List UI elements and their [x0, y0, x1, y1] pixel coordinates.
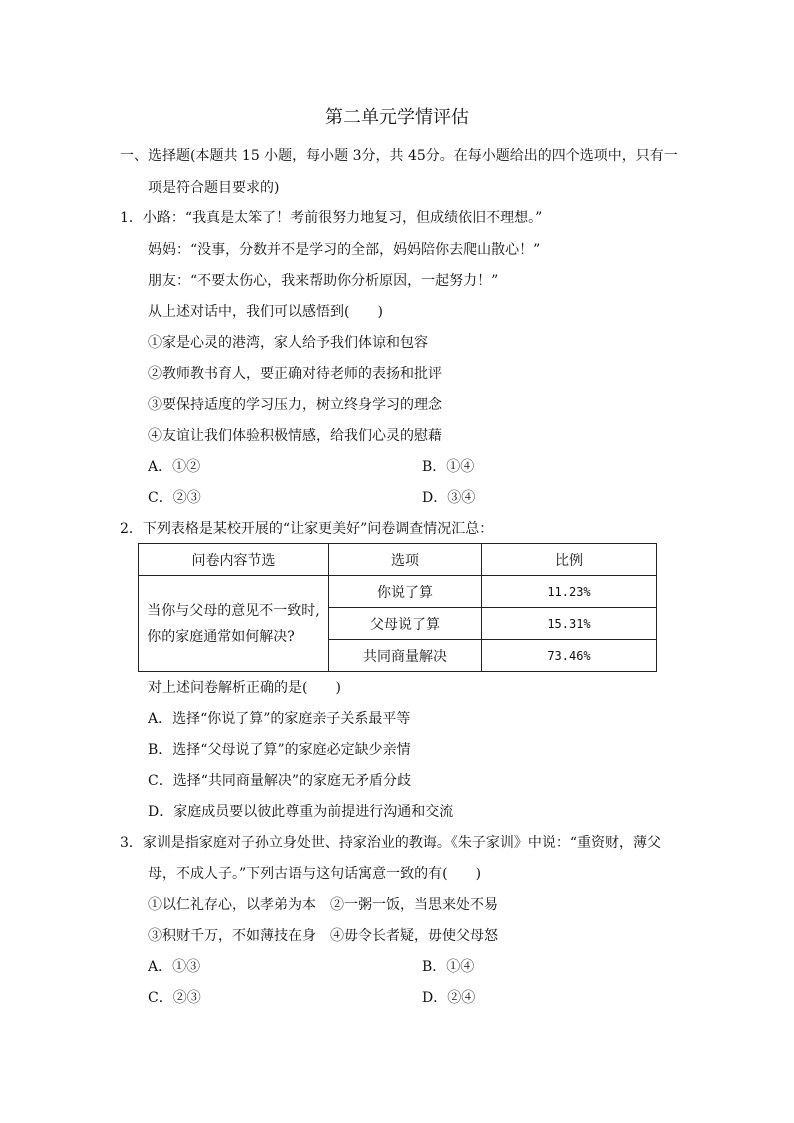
- q1-stem: 1．小路：“我真是太笨了！考前很努力地复习，但成绩依旧不理想。”: [120, 210, 543, 226]
- q3-stem-line1: 3．家训是指家庭对子孙立身处世、持家治业的教诲。《朱子家训》中说：“重资财，薄父: [120, 835, 662, 851]
- q1-option-b: B．①④: [422, 459, 475, 475]
- table-option-cell: 父母说了算: [329, 608, 482, 640]
- q1-friend-line: 朋友：“不要太伤心，我来帮助你分析原因，一起努力！”: [148, 273, 499, 289]
- table-header-cell: 问卷内容节选: [139, 544, 329, 576]
- section-heading-line1: 一、选择题(本题共 15 小题，每小题 3分，共 45分。在每小题给出的四个选项中，只有一: [120, 148, 678, 164]
- q2-option-c: C．选择“共同商量解决”的家庭无矛盾分歧: [148, 773, 412, 789]
- table-row: [139, 576, 657, 608]
- table-ratio-cell: 15.31%: [482, 608, 657, 640]
- table-ratio-cell: 11.23%: [482, 576, 657, 608]
- q2-option-a: A．选择“你说了算”的家庭亲子关系最平等: [148, 711, 411, 727]
- q3-option-d: D．②④: [422, 990, 476, 1006]
- section-heading-line2: 项是符合题目要求的): [148, 180, 280, 196]
- table-header-row: [139, 544, 657, 576]
- q1-item-4: ④友谊让我们体验积极情感，给我们心灵的慰藉: [148, 428, 442, 444]
- table-option-cell: 你说了算: [329, 576, 482, 608]
- q1-item-1: ①家是心灵的港湾，家人给予我们体谅和包容: [148, 335, 428, 351]
- q1-item-2: ②教师教书育人，要正确对待老师的表扬和批评: [148, 366, 442, 382]
- q3-option-c: C．②③: [148, 990, 201, 1006]
- q2-option-d: D．家庭成员要以彼此尊重为前提进行沟通和交流: [148, 804, 454, 820]
- q1-item-3: ③要保持适度的学习压力，树立终身学习的理念: [148, 397, 442, 413]
- page-title: 第二单元学情评估: [325, 107, 469, 128]
- table-question-line1: 当你与父母的意见不一致时,: [147, 602, 320, 619]
- q2-option-b: B．选择“父母说了算”的家庭必定缺少亲情: [148, 742, 411, 758]
- table-question-line2: 你的家庭通常如何解决?: [147, 628, 295, 645]
- q3-stem-line2: 母，不成人子。”下列古语与这句话寓意一致的有( ): [148, 866, 482, 882]
- survey-table: [138, 543, 657, 672]
- q1-prompt: 从上述对话中，我们可以感悟到( ): [148, 304, 383, 320]
- table-header-cell: 比例: [482, 544, 657, 576]
- table-question-cell: [139, 576, 329, 672]
- q1-option-a: A．①②: [148, 459, 201, 475]
- q1-option-d: D．③④: [422, 490, 476, 506]
- q2-prompt: 对上述问卷解析正确的是( ): [148, 680, 341, 696]
- q1-option-c: C．②③: [148, 490, 201, 506]
- q1-mom-line: 妈妈：“没事，分数并不是学习的全部，妈妈陪你去爬山散心！”: [148, 242, 541, 258]
- q3-items-line2: ③积财千万，不如薄技在身 ④毋令长者疑，毋使父母怒: [148, 928, 498, 944]
- table-ratio-cell: 73.46%: [482, 640, 657, 672]
- table-header-cell: 选项: [329, 544, 482, 576]
- q3-option-a: A．①③: [148, 959, 201, 975]
- q3-items-line1: ①以仁礼存心，以孝弟为本 ②一粥一饭，当思来处不易: [148, 897, 498, 913]
- table-option-cell: 共同商量解决: [329, 640, 482, 672]
- q3-option-b: B．①④: [422, 959, 475, 975]
- q2-stem: 2．下列表格是某校开展的“让家更美好”问卷调查情况汇总：: [120, 521, 494, 537]
